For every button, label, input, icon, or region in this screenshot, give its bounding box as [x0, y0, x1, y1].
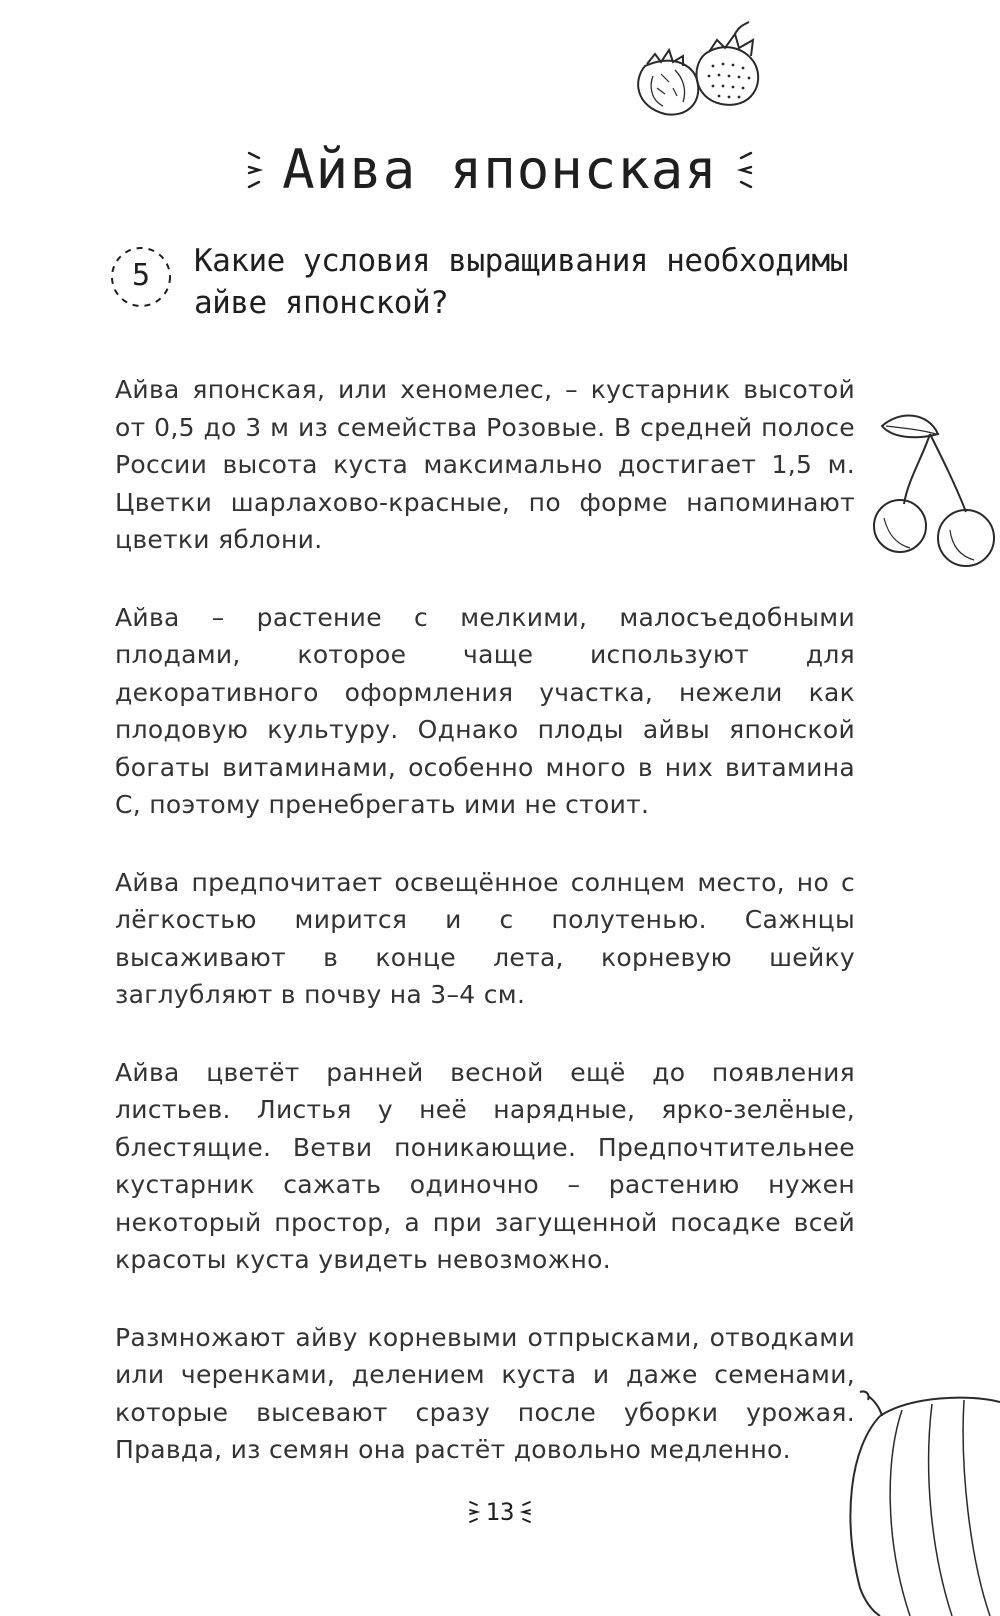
strawberries-illustration — [625, 18, 785, 118]
paragraph: Размножают айву корневыми отпрысками, отводками или черенками, делением куста и даже семенами, которые высевают сразу после уборки урожая. Правда, из семян она растёт довольно медленно. — [115, 1322, 855, 1464]
chevron-left-icon — [736, 147, 754, 193]
page-title-text: Айва японская — [282, 138, 718, 201]
paragraph: Айва цветёт ранней весной ещё до появления листьев. Листья у неё нарядные, ярко-зелёные, блестящие. Ветви поникающие. Предпочтительнее кустарник сажать одиночно – растению нужен некоторый простор, а при загущенной посадке всей красоты куста увидеть невозможно. — [115, 1057, 855, 1274]
page-number-text: 13 — [485, 1498, 515, 1526]
paragraph: Айва – растение с мелкими, малосъедобными плодами, которое чаще используют для декоративного оформления участка, нежели как плодовую культуру. Однако плоды айвы японской богаты витаминами, особенно много в них витамина С, поэтому пренебрегать ими не стоит. — [115, 602, 855, 819]
page-number — [468, 1498, 533, 1526]
chevron-left-icon — [520, 1499, 532, 1525]
chevron-right-icon — [246, 147, 264, 193]
cherries-illustration — [870, 408, 1000, 578]
question-block — [108, 240, 868, 324]
paragraph: Айва японская, или хеномелес, – кустарник высотой от 0,5 до 3 м из семейства Розовые. В средней полосе России высота куста максимально достигает 1,5 м. Цветки шарлахово-красные, по форме напоминают цветки яблони. — [115, 375, 855, 554]
page-title — [246, 138, 754, 201]
chevron-right-icon — [468, 1499, 480, 1525]
article-body — [115, 371, 855, 1509]
paragraph: Айва предпочитает освещённое солнцем место, но с лёгкостью мирится и с полутенью. Сажнцы высаживают в конце лета, корневую шейку заглубляют в почву на 3–4 см. — [115, 867, 855, 1009]
question-text: Какие условия выращивания необходимы айве японской? — [194, 243, 848, 321]
question-number: 5 — [131, 258, 151, 293]
question-number-badge — [108, 244, 174, 310]
